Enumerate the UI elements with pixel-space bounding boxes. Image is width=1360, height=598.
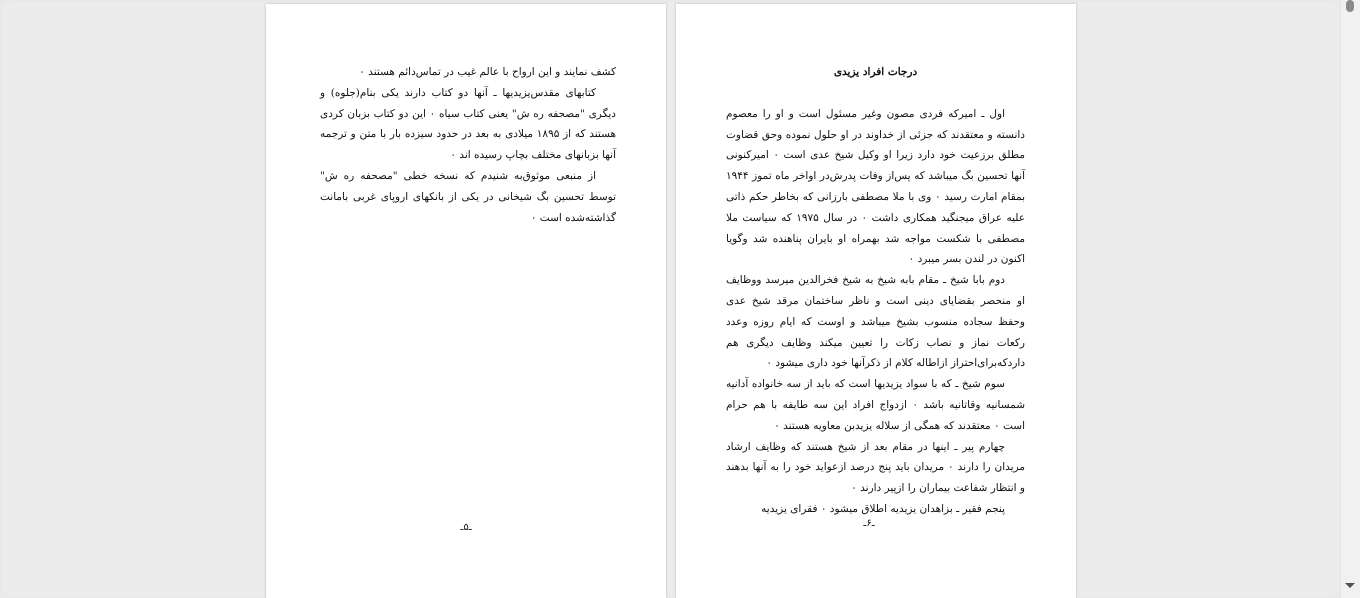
page-text-right xyxy=(726,62,1025,520)
page-number: ـ۶ـ xyxy=(863,518,875,529)
paragraph: سوم شیخ ـ که با سواد یزیدیها است که باید از سه خانواده آدانیه شمسانیه وقاتانیه باشد ۰ ازدواج افراد این سه طایفه با هم حرام است ۰ معتقدند که همگی از سلاله یزیدبن معاویه هستند ۰ xyxy=(726,378,1025,432)
document-page-right xyxy=(676,4,1076,598)
paragraph: چهارم پیر ـ اینها در مقام بعد از شیخ هستند که وظایف ارشاد مریدان را دارند ۰ مریدان باید پنج درصد ازعواید خود را به آنها بدهند و انتظار شفاعت بیماران را ازپیر دارند ۰ xyxy=(726,440,1025,495)
paragraph: دوم بابا شیخ ـ مقام بابه شیخ به شیخ فخرالدین میرسد ووظایف او منحصر بقضایای دینی است و ناظر ساختمان مرقد شیخ عدی وحفظ سجاده منسوب بشیخ میباشد و اوست که ایام روزه وعدد رکعات نماز و نصاب زکات را تعیین میکند وظایف دیگری هم داردکه‌برای‌احتراز ازاطاله کلام از ذکرآنها خود داری میشود ۰ xyxy=(726,274,1025,370)
page-number: ـ۵ـ xyxy=(460,522,472,533)
document-page-left xyxy=(266,4,666,598)
scrollbar-thumb[interactable] xyxy=(1346,0,1354,12)
viewer-frame xyxy=(2,2,1341,596)
paragraph: پنجم فقیر ـ بزاهدان یزیدیه اطلاق میشود ۰ فقرای یزیدیه xyxy=(761,502,1005,515)
paragraph: اول ـ امیرکه فردی مصون وغیر مسئول است و او را معصوم دانسته و معتقدند که جزئی از خداوند در او حلول نموده وحق قضاوت مطلق برزعیت خود دارد زیرا او وکیل شیخ عدی است ۰ امیرکنونی آنها تحسین بگ میباشد که پس‌از وفات پدرش‌در اواخر ماه تموز ۱۹۴۴ بمقام امارت رسید ۰ وی با ملا مصطفی بارزانی که بخاطر حکم ذاتی علیه عراق میجنگید همکاری داشت ۰ در سال ۱۹۷۵ که سیاست ملا مصطفی با شکست مواجه شد بهمراه او بایران پناهنده شد وگویا اکنون در لندن بسر میبرد ۰ xyxy=(726,107,1026,266)
vertical-scrollbar[interactable] xyxy=(1340,0,1360,598)
paragraph: از منبعی موثوق‌به شنیدم که نسخه خطی "مصحفه ره ش" توسط تحسین بگ شیخانی در یکی از بانکهای اروپای غربی بامانت گذاشته‌شده است ۰ xyxy=(320,169,616,224)
chevron-down-icon[interactable] xyxy=(1345,583,1355,588)
paragraph: کتابهای مقدس‌یزیدیها ـ آنها دو کتاب دارند یکی بنام(جلوه) و دیگری "مصحفه ره ش" یعنی کتاب سیاه ۰ این دو کتاب بزبان کردی هستند که از ۱۸۹۵ میلادی به بعد در حدود سیزده بار با متن و ترجمه آنها بزبانهای مختلف بچاپ رسیده اند ۰ xyxy=(320,86,616,162)
page-text-left xyxy=(320,62,616,228)
paragraph: کشف نمایند و این ارواح با عالم غیب در تماس‌دائم هستند ۰ xyxy=(359,66,616,78)
section-title: درجات افراد یزیدی xyxy=(833,66,918,78)
